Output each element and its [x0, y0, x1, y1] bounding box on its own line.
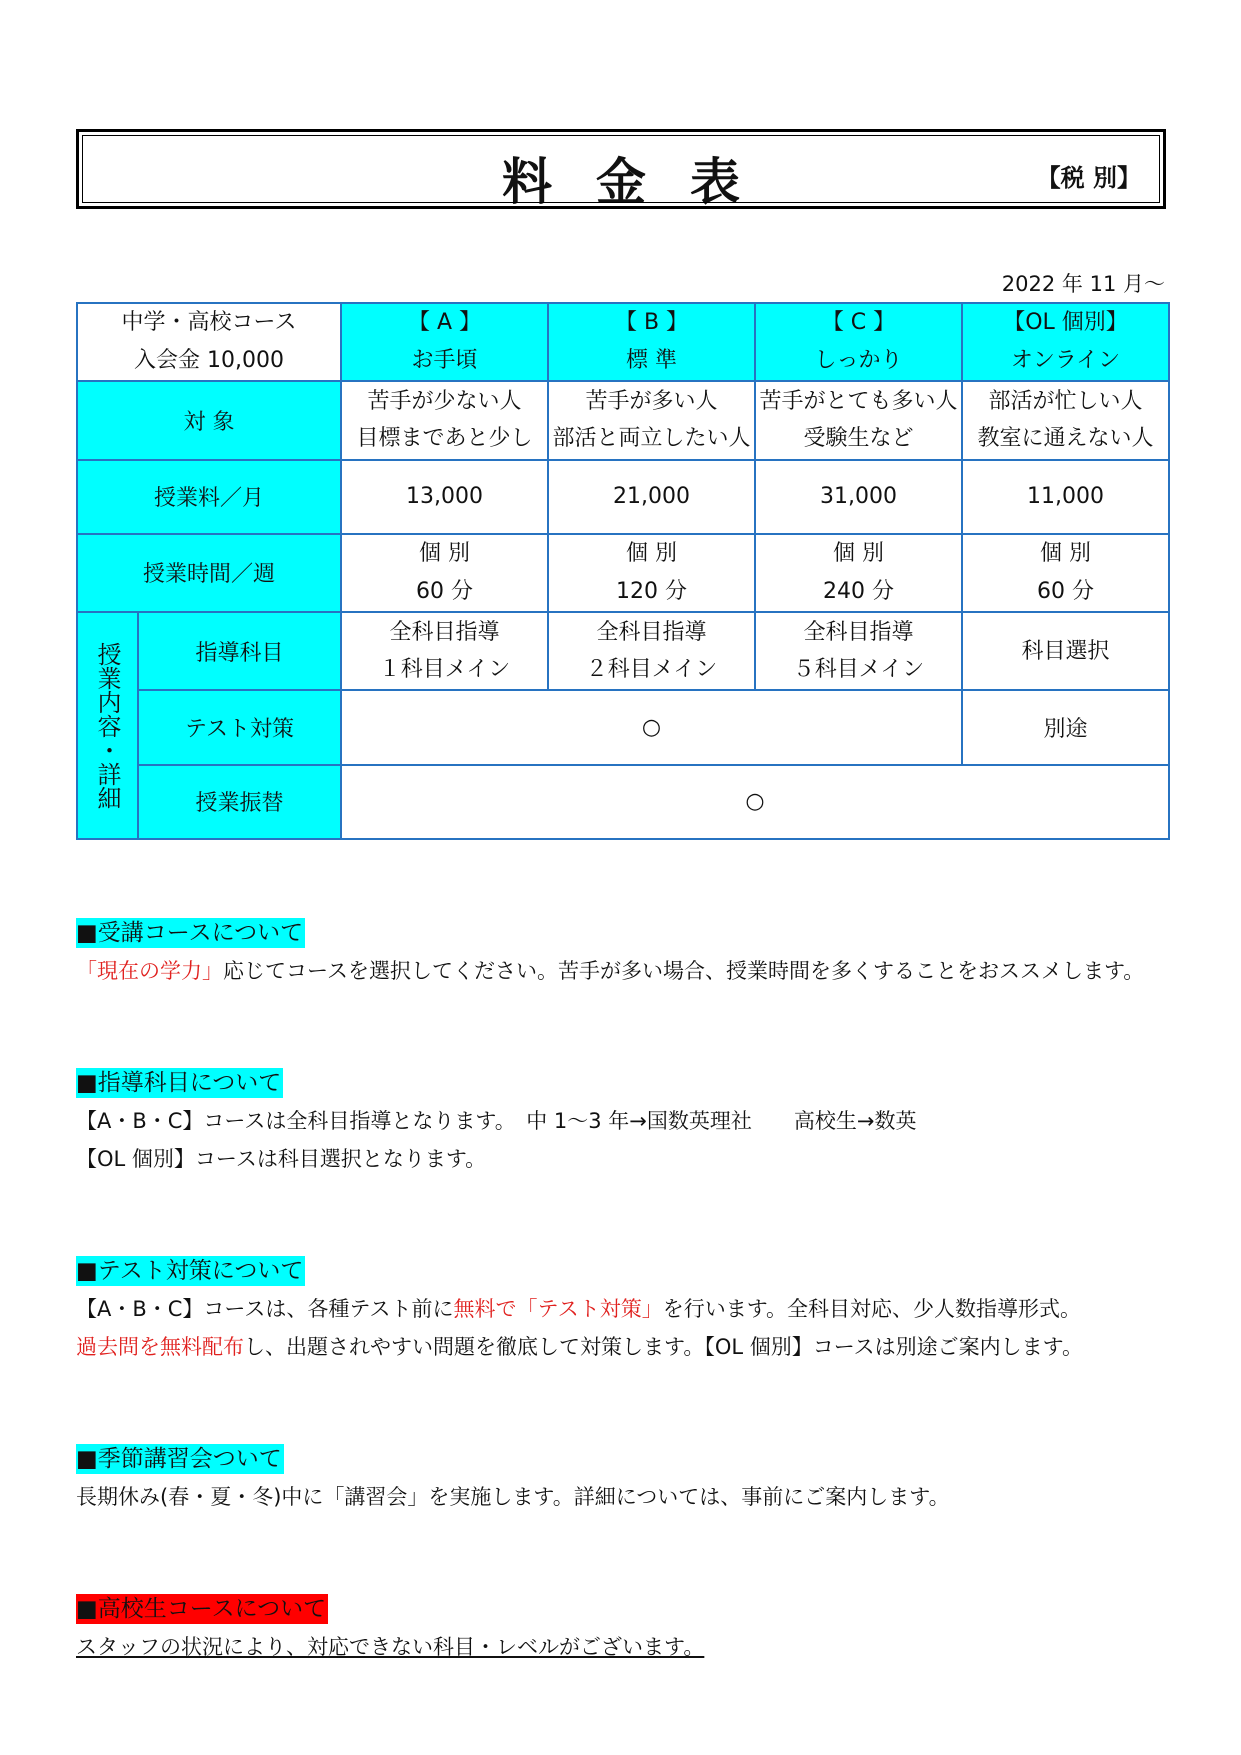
section-heading: ■受講コースについて: [76, 920, 304, 946]
test-prep-row: [77, 690, 1169, 764]
hours-cell: [962, 534, 1169, 612]
makeup-all: ○: [341, 765, 1169, 839]
makeup-label: 授業振替: [138, 765, 341, 839]
target-line2: 目標まであと少し: [356, 426, 533, 452]
subjects-line1: 全科目指導: [389, 620, 500, 646]
effective-date: 2022 年 11 月～: [1001, 272, 1165, 296]
section-course: [76, 914, 1144, 990]
target-cell: [548, 381, 755, 459]
body-text: 【A・B・C】コースは、各種テスト前に: [76, 1297, 454, 1321]
target-label: 対 象: [77, 381, 341, 459]
hours-cell: [341, 534, 548, 612]
target-cell: [962, 381, 1169, 459]
hours-minutes: 240 分: [823, 578, 894, 604]
target-line1: 苦手が少ない人: [367, 389, 522, 415]
hours-minutes: 120 分: [616, 578, 687, 604]
course-header-row: [77, 303, 1169, 381]
target-line1: 苦手が多い人: [585, 389, 718, 415]
body-line: [76, 1328, 1083, 1366]
subjects-cell: [341, 612, 548, 690]
test-prep-ol: 別途: [962, 690, 1169, 764]
course-c-header: [755, 303, 962, 381]
hours-type: 個 別: [1040, 540, 1091, 566]
body-line: [76, 1290, 1083, 1328]
details-label: 授業内容・詳細: [93, 641, 121, 810]
fee-value: 31,000: [755, 460, 962, 534]
hours-minutes: 60 分: [416, 578, 473, 604]
hours-row: [77, 534, 1169, 612]
course-sub: しっかり: [814, 348, 903, 374]
section-heading: ■季節講習会ついて: [76, 1446, 282, 1472]
subjects-line2: ２科目メイン: [585, 657, 718, 683]
subjects-cell: [962, 612, 1169, 690]
section-highschool: [76, 1590, 704, 1666]
course-sub: オンライン: [1010, 348, 1121, 374]
target-line2: 部活と両立したい人: [552, 426, 751, 452]
target-line1: 部活が忙しい人: [988, 389, 1143, 415]
highlight-text: 過去問を無料配布: [76, 1335, 244, 1359]
course-a-header: [341, 303, 548, 381]
section-heading: ■指導科目について: [76, 1070, 282, 1096]
subjects-row: [77, 612, 1169, 690]
details-label-cell: [77, 612, 138, 839]
fee-label: 授業料／月: [77, 460, 341, 534]
highlight-text: 「現在の学力」: [76, 959, 223, 983]
body-line: 【OL 個別】コースは科目選択となります。: [76, 1147, 487, 1171]
fee-table: [76, 302, 1170, 840]
subjects-line1: 全科目指導: [596, 620, 707, 646]
test-prep-label: テスト対策: [138, 690, 341, 764]
course-name: 【 A 】: [407, 310, 482, 336]
subjects-cell: [755, 612, 962, 690]
hours-type: 個 別: [419, 540, 470, 566]
target-line2: 教室に通えない人: [977, 426, 1154, 452]
section-heading: ■テスト対策について: [76, 1258, 304, 1284]
hours-minutes: 60 分: [1037, 578, 1094, 604]
page-title: 料金表: [502, 153, 784, 211]
course-b-header: [548, 303, 755, 381]
corner-course-label: 中学・高校コース: [121, 310, 297, 336]
course-name: 【 B 】: [614, 310, 689, 336]
target-line2: 受験生など: [803, 426, 914, 452]
highlight-text: 無料で「テスト対策」: [453, 1297, 663, 1321]
fee-value: 21,000: [548, 460, 755, 534]
fee-value: 13,000: [341, 460, 548, 534]
admission-fee: 入会金 10,000: [134, 348, 284, 374]
subjects-line1: 全科目指導: [803, 620, 914, 646]
course-ol-header: [962, 303, 1169, 381]
hours-label: 授業時間／週: [77, 534, 341, 612]
fee-row: [77, 460, 1169, 534]
hours-type: 個 別: [626, 540, 677, 566]
makeup-row: [77, 765, 1169, 839]
course-name: 【 C 】: [821, 310, 896, 336]
target-row: [77, 381, 1169, 459]
hours-cell: [548, 534, 755, 612]
target-line1: 苦手がとても多い人: [759, 389, 958, 415]
target-cell: [341, 381, 548, 459]
section-body: [76, 952, 1144, 990]
course-sub: 標 準: [626, 348, 677, 374]
tax-label: 【税 別】: [1036, 164, 1141, 192]
body-line: スタッフの状況により、対応できない科目・レベルがございます。: [76, 1635, 705, 1659]
section-heading: ■高校生コースについて: [76, 1596, 327, 1622]
course-name: 【OL 個別】: [1003, 310, 1128, 336]
test-prep-abc: ○: [341, 690, 962, 764]
subjects-line2: １科目メイン: [378, 657, 511, 683]
fee-value: 11,000: [962, 460, 1169, 534]
corner-cell: [77, 303, 341, 381]
body-text: 応じてコースを選択してください。苦手が多い場合、授業時間を多くすることをおススメします。: [223, 959, 1145, 983]
body-text: を行います。全科目対応、少人数指導形式。: [662, 1297, 1082, 1321]
target-cell: [755, 381, 962, 459]
subjects-label: 指導科目: [138, 612, 341, 690]
section-subject: [76, 1064, 916, 1178]
hours-cell: [755, 534, 962, 612]
hours-type: 個 別: [833, 540, 884, 566]
section-seasonal: [76, 1440, 950, 1516]
body-line: 長期休み(春・夏・冬)中に「講習会」を実施します。詳細については、事前にご案内します。: [76, 1485, 950, 1509]
course-sub: お手頃: [411, 348, 478, 374]
body-line: 【A・B・C】コースは全科目指導となります。 中 1～3 年→国数英理社 高校生→数英: [76, 1109, 917, 1133]
subjects-cell: [548, 612, 755, 690]
section-test: [76, 1252, 1083, 1366]
body-text: し、出題されやすい問題を徹底して対策します。【OL 個別】コースは別途ご案内します。: [244, 1335, 1083, 1359]
title-box: [76, 129, 1166, 209]
subjects-line1: 科目選択: [1021, 638, 1110, 664]
subjects-line2: ５科目メイン: [792, 657, 925, 683]
